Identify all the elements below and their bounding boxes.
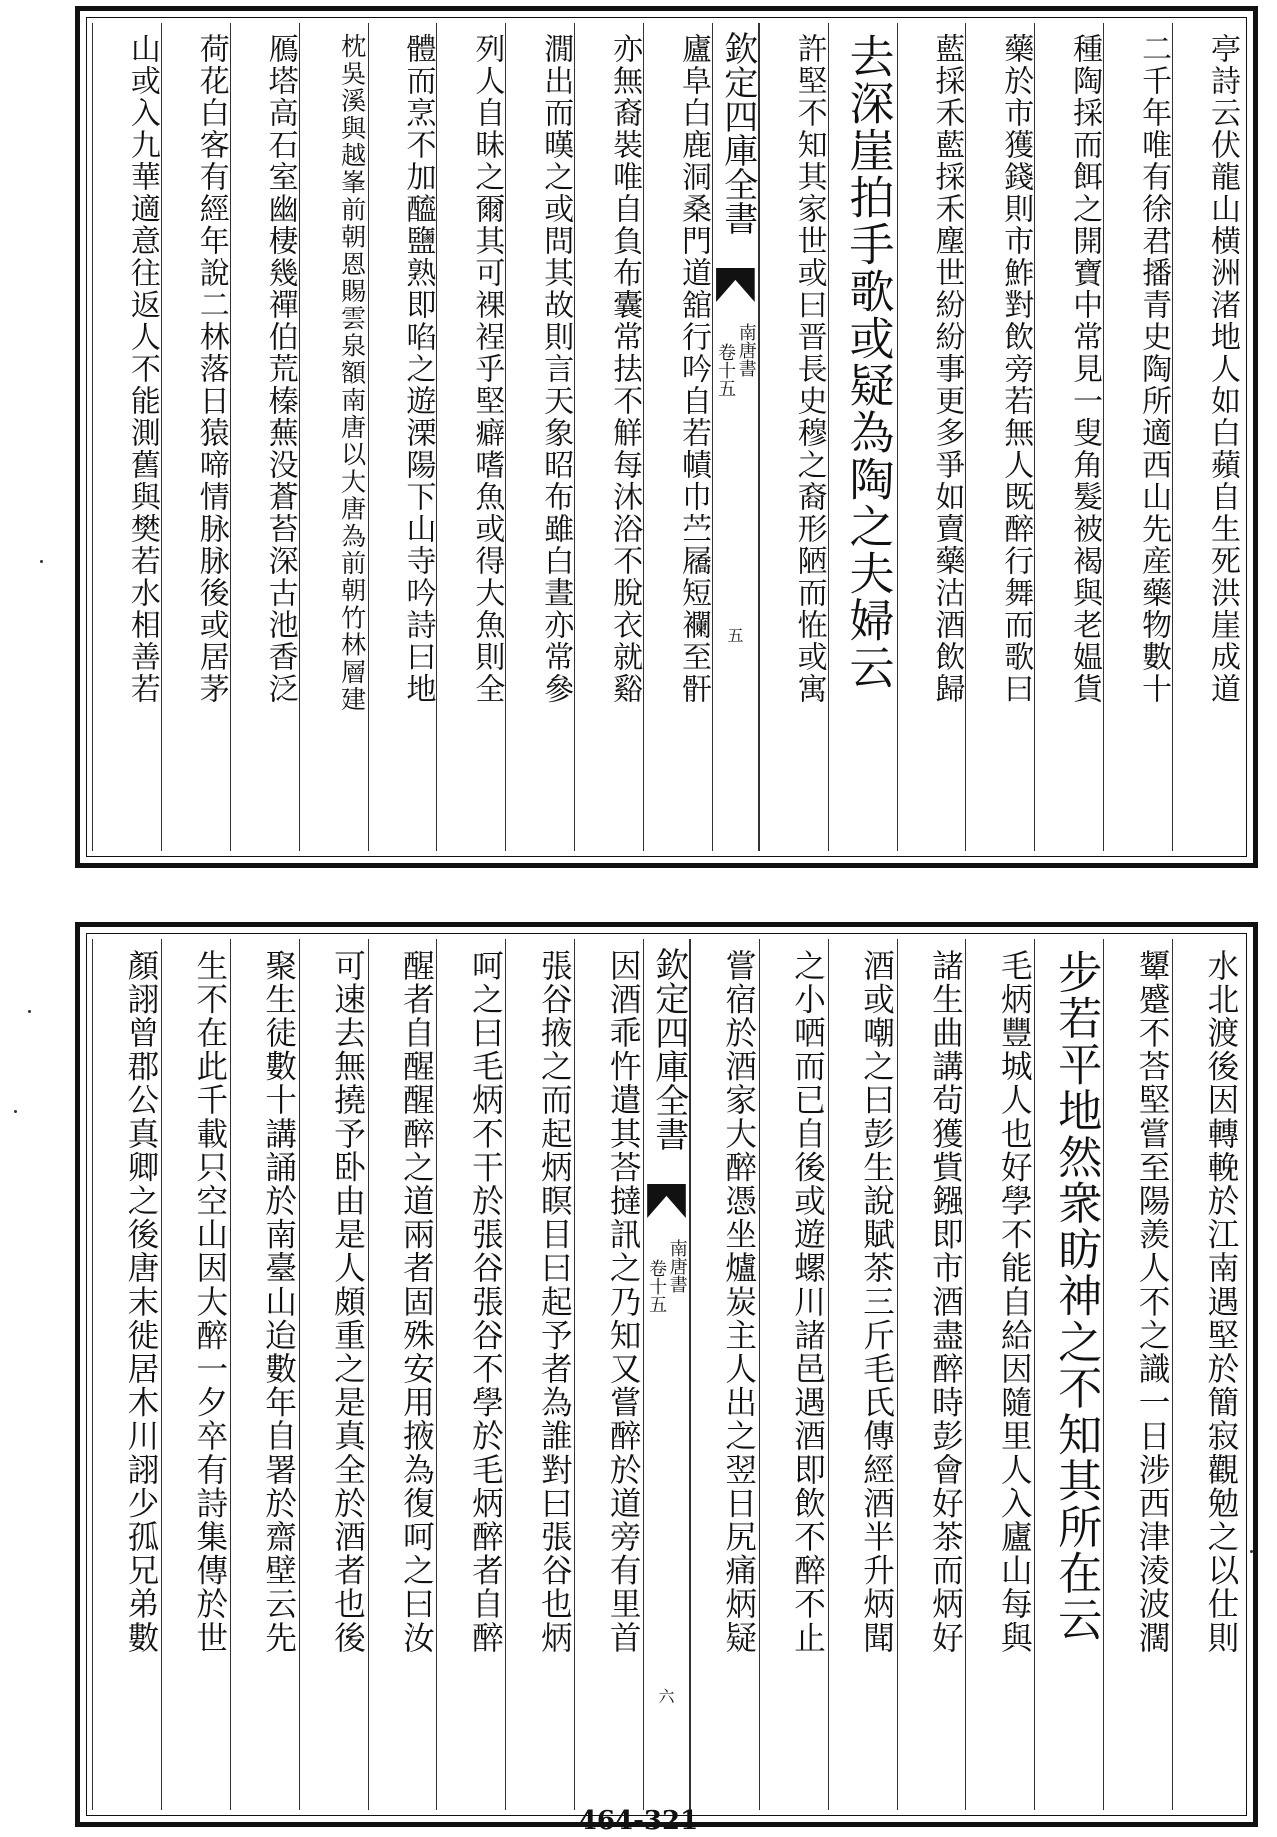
fish-tail-mark xyxy=(647,1184,686,1218)
text-column xyxy=(368,939,437,1810)
text-column xyxy=(1172,939,1241,1810)
text-column xyxy=(161,23,230,851)
gutter-volume: 卷十五 xyxy=(715,343,737,397)
text-column xyxy=(1103,939,1172,1810)
text-column xyxy=(1103,23,1172,851)
scan-page-top xyxy=(75,6,1258,868)
column-text: 呵之曰毛炳不干於張谷張谷不學於毛炳醉者自醉 xyxy=(467,949,504,1655)
text-column xyxy=(299,23,368,851)
gutter-title: 欽定四庫全書 xyxy=(717,31,758,235)
text-column xyxy=(574,23,643,851)
text-column xyxy=(1172,23,1241,851)
gutter-title: 欽定四庫全書 xyxy=(648,947,689,1151)
gutter-volume: 卷十五 xyxy=(646,1259,668,1313)
text-column xyxy=(436,939,505,1810)
gutter-book-title: 南唐書 xyxy=(666,1239,688,1293)
column-text: 水北渡後因轉輓於江南遇堅於簡寂觀勉之以仕則 xyxy=(1202,949,1239,1655)
text-column xyxy=(690,939,759,1810)
gutter-page-number: 五 xyxy=(727,626,744,645)
column-text: 因酒乖忤遣其荅撻訊之乃知又嘗醉於道旁有里首 xyxy=(605,949,642,1655)
text-column xyxy=(92,939,161,1810)
text-column xyxy=(1034,23,1103,851)
column-text: 步若平地然衆眆神之不知其所在云 xyxy=(1050,949,1102,1643)
text-column xyxy=(436,23,505,851)
gutter-page-number: 六 xyxy=(658,1687,675,1706)
text-column xyxy=(828,23,897,851)
column-text: 許堅不知其家世或曰晋長史穆之裔形陋而恠或寓 xyxy=(791,33,827,706)
column-text: 山或入九華適意往返人不能測舊與樊若水相善若 xyxy=(124,33,160,706)
text-column xyxy=(230,939,299,1810)
text-column xyxy=(505,939,574,1810)
text-column xyxy=(574,939,643,1810)
column-text: 亭詩云伏龍山横洲渚地人如白蘋自生死洪崖成道 xyxy=(1204,33,1240,706)
column-text: 嘗宿於酒家大醉憑坐爐炭主人出之翌日尻痛炳疑 xyxy=(720,949,757,1655)
text-column xyxy=(965,23,1034,851)
text-column xyxy=(897,939,966,1810)
text-column xyxy=(897,23,966,851)
text-column xyxy=(828,939,897,1810)
column-text: 體而烹不加醯鹽熟即啗之遊溧陽下山寺吟詩曰地 xyxy=(400,33,436,706)
column-text: 種陶採而餌之開寶中常見一叟角髮被褐與老媪貨 xyxy=(1067,33,1103,706)
column-text: 聚生徒數十講誦於南臺山迨數年自署於齋壁云先 xyxy=(260,949,297,1655)
column-text: 諸生曲講茍獲貲鏹即市酒盡醉時彭會好茶而炳好 xyxy=(927,949,964,1655)
scan-speck xyxy=(1250,1550,1253,1553)
column-text: 亦無裔裝唯自負布囊常抾不觧每沐浴不脫衣就谿 xyxy=(607,33,643,706)
text-column xyxy=(505,23,574,851)
column-text: 二千年唯有徐君播青史陶所適西山先産藥物數十 xyxy=(1136,33,1172,706)
column-text: 列人自昧之爾其可裸裎乎堅癖嗜魚或得大魚則全 xyxy=(469,33,505,706)
gutter-book-title: 南唐書 xyxy=(735,323,757,377)
scan-speck xyxy=(40,560,43,563)
column-text: 可速去無撓予卧由是人頗重之是真全於酒者也後 xyxy=(329,949,366,1655)
text-column xyxy=(368,23,437,851)
column-text: 荷花白客有經年說二林落日猿啼情脉脉後或居茅 xyxy=(193,33,229,706)
text-columns-bottom xyxy=(92,939,1241,1810)
scan-speck xyxy=(14,1110,17,1113)
text-column xyxy=(1034,939,1103,1810)
center-gutter xyxy=(712,23,759,851)
text-column xyxy=(965,939,1034,1810)
column-text: 廬阜白鹿洞桑門道舘行吟自若幘巾苎屩短襴至骭 xyxy=(676,33,712,706)
column-text: 枕吳溪與越峯前朝恩賜雲泉額南唐以大唐為前朝竹林層建 xyxy=(337,33,367,713)
column-text: 生不在此千載只空山因大醉一夕卒有詩集傳於世 xyxy=(191,949,228,1655)
column-text: 毛炳豐城人也好學不能自給因隨里人入廬山每與 xyxy=(996,949,1033,1655)
column-text: 之小哂而已自後或遊螺川諸邑遇酒即飲不醉不止 xyxy=(789,949,826,1655)
column-text: 㵎出而暵之或問其故則言天象昭布雖白晝亦常參 xyxy=(538,33,574,706)
center-gutter xyxy=(643,939,690,1810)
column-text: 張谷掖之而起炳瞑目曰起予者為誰對曰張谷也炳 xyxy=(536,949,573,1655)
column-text: 酒或嘲之曰彭生說賦茶三斤毛氏傳經酒半升炳聞 xyxy=(858,949,895,1655)
column-text: 去深崖拍手歌或疑為陶之夫婦云 xyxy=(841,33,895,692)
text-column xyxy=(230,23,299,851)
text-column xyxy=(759,23,828,851)
scan-speck xyxy=(28,1010,31,1013)
column-text: 藥於市獲錢則市鮓對飲旁若無人既醉行舞而歌曰 xyxy=(998,33,1034,706)
text-column xyxy=(161,939,230,1810)
text-column xyxy=(92,23,161,851)
text-columns-top xyxy=(92,23,1241,851)
column-text: 顏詡曾郡公真卿之後唐末徙居木川詡少孤兄弟數 xyxy=(122,949,159,1655)
column-text: 鴈塔高石室幽棲幾禪伯荒榛蕪没蒼苔深古池香泛 xyxy=(262,33,298,706)
text-column xyxy=(299,939,368,1810)
column-text: 藍採禾藍採禾塵世紛紛事更多爭如賣藥沽酒飲歸 xyxy=(929,33,965,706)
text-column xyxy=(759,939,828,1810)
scan-page-bottom xyxy=(75,922,1258,1827)
page-number-footer: 464-321 xyxy=(578,1806,699,1836)
fish-tail-mark xyxy=(716,268,755,302)
column-text: 醒者自醒醒醉之道兩者固殊安用掖為復呵之曰汝 xyxy=(398,949,435,1655)
text-column xyxy=(643,23,712,851)
column-text: 顰蹙不荅堅嘗至陽羨人不之識一日涉西津淩波濶 xyxy=(1134,949,1171,1655)
